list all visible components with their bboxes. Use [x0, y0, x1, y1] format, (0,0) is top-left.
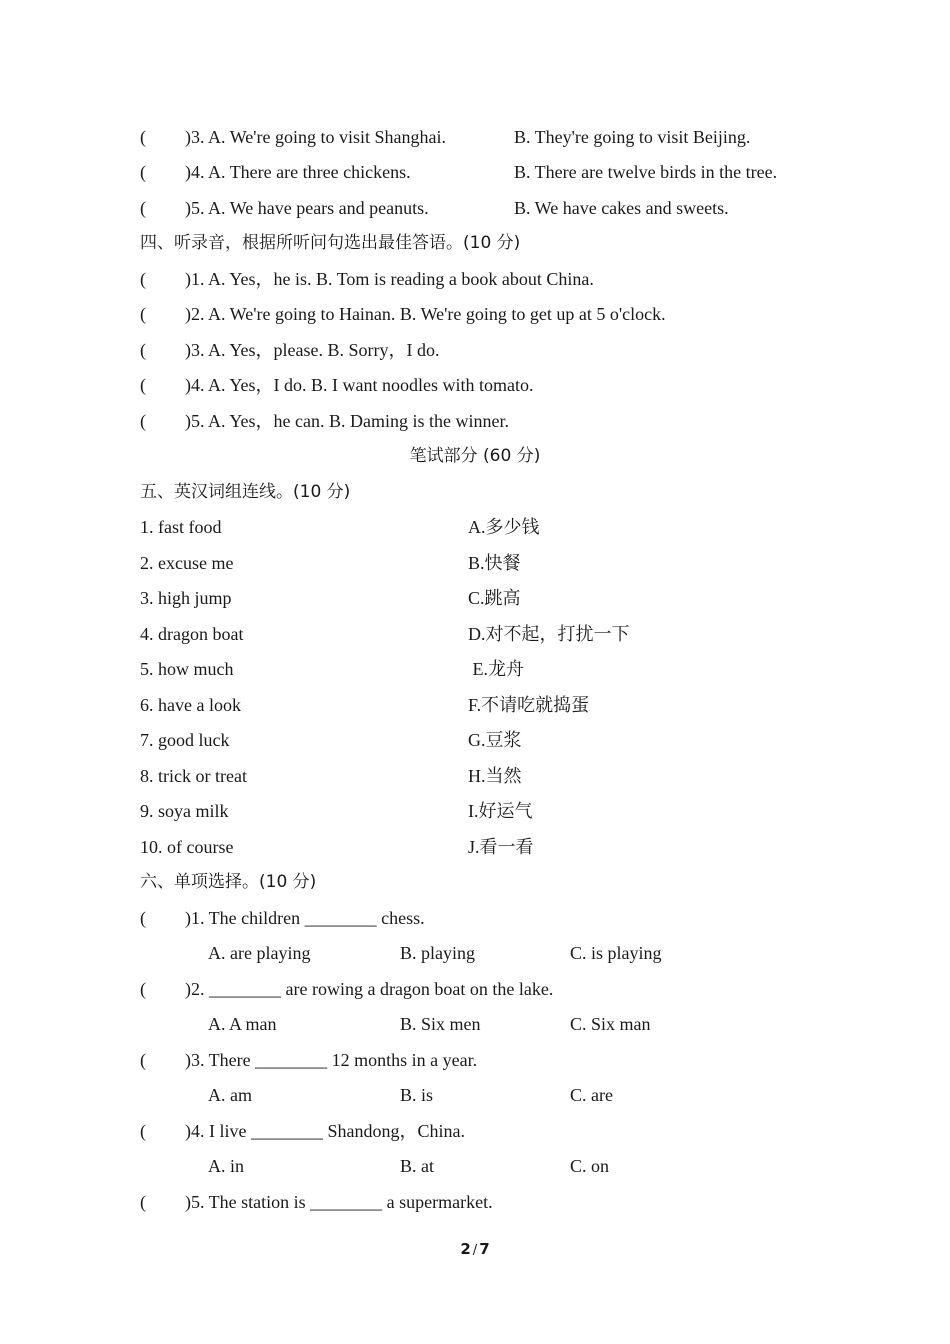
option-c[interactable]: C. are	[570, 1085, 613, 1105]
item-text: )4. A. Yes，I do. B. I want noodles with tomato.	[185, 375, 534, 395]
answer-blank[interactable]: (	[140, 269, 146, 289]
match-right[interactable]: B.快餐	[468, 553, 521, 573]
option-a[interactable]: A. am	[208, 1085, 252, 1105]
option-b: B. They're going to visit Beijing.	[514, 127, 751, 147]
item-text: )1. A. Yes，he is. B. Tom is reading a book about China.	[185, 269, 594, 289]
match-row	[140, 512, 540, 542]
option-b[interactable]: B. Six men	[400, 1014, 481, 1034]
answer-blank[interactable]: (	[140, 908, 146, 928]
match-right[interactable]: J.看一看	[468, 837, 534, 857]
s6-question-3	[140, 1045, 477, 1075]
s6-question-4	[140, 1116, 465, 1146]
option-b[interactable]: B. is	[400, 1085, 434, 1105]
match-right[interactable]: A.多少钱	[468, 517, 540, 537]
page-separator: /	[472, 1243, 478, 1258]
option-a[interactable]: A. in	[208, 1156, 244, 1176]
match-left[interactable]: 7. good luck	[140, 730, 230, 750]
s4-item-1	[140, 264, 594, 294]
item-number: )5.	[185, 198, 205, 218]
s6-question-2	[140, 974, 553, 1004]
match-left[interactable]: 9. soya milk	[140, 801, 229, 821]
match-row	[140, 583, 521, 613]
match-left[interactable]: 2. excuse me	[140, 553, 234, 573]
item-text: )3. A. Yes，please. B. Sorry，I do.	[185, 340, 440, 360]
item-text: )2. A. We're going to Hainan. B. We're going to get up at 5 o'clock.	[185, 304, 666, 324]
item-number: )3.	[185, 127, 205, 147]
match-row	[140, 548, 521, 578]
match-right[interactable]: G.豆浆	[468, 730, 522, 750]
match-row	[140, 832, 534, 862]
question-text: )5. The station is ________ a supermarket.	[185, 1192, 493, 1212]
answer-blank[interactable]: (	[140, 375, 146, 395]
s3-item-5	[140, 193, 729, 223]
item-number: )4.	[185, 162, 205, 182]
answer-blank[interactable]: (	[140, 1050, 146, 1070]
option-b[interactable]: B. at	[400, 1156, 434, 1176]
match-row	[140, 725, 522, 755]
match-left[interactable]: 4. dragon boat	[140, 624, 244, 644]
option-b: B. There are twelve birds in the tree.	[514, 162, 778, 182]
item-text: )5. A. Yes，he can. B. Daming is the winner.	[185, 411, 509, 431]
s6-question-5	[140, 1187, 493, 1217]
option-a[interactable]: A. are playing	[208, 943, 311, 963]
option-a[interactable]: A. A man	[208, 1014, 277, 1034]
option-c[interactable]: C. Six man	[570, 1014, 651, 1034]
match-left[interactable]: 3. high jump	[140, 588, 232, 608]
s3-item-3	[140, 122, 751, 152]
answer-blank[interactable]: (	[140, 304, 146, 324]
match-right[interactable]: I.好运气	[468, 801, 533, 821]
match-left[interactable]: 1. fast food	[140, 517, 222, 537]
answer-blank[interactable]: (	[140, 340, 146, 360]
match-left[interactable]: 5. how much	[140, 659, 234, 679]
answer-blank[interactable]: (	[140, 127, 146, 147]
option-c[interactable]: C. is playing	[570, 943, 662, 963]
s4-item-5	[140, 406, 509, 436]
match-right[interactable]: D.对不起，打扰一下	[468, 624, 630, 644]
match-row	[140, 796, 533, 826]
question-text: )2. ________ are rowing a dragon boat on the lake.	[185, 979, 554, 999]
match-row	[140, 761, 522, 791]
option-b: B. We have cakes and sweets.	[514, 198, 729, 218]
option-a: A. We're going to visit Shanghai.	[208, 127, 446, 147]
section6-title: 六、单项选择。(10 分)	[140, 872, 317, 892]
s4-item-3	[140, 335, 440, 365]
option-c[interactable]: C. on	[570, 1156, 610, 1176]
question-text: )3. There ________ 12 months in a year.	[185, 1050, 478, 1070]
answer-blank[interactable]: (	[140, 411, 146, 431]
answer-blank[interactable]: (	[140, 1192, 146, 1212]
option-b[interactable]: B. playing	[400, 943, 475, 963]
option-a: A. There are three chickens.	[208, 162, 411, 182]
match-right[interactable]: C.跳高	[468, 588, 521, 608]
written-part-title: 笔试部分 (60 分)	[409, 446, 541, 466]
match-right[interactable]: F.不请吃就捣蛋	[468, 695, 590, 715]
question-text: )4. I live ________ Shandong，China.	[185, 1121, 465, 1141]
match-row	[140, 690, 590, 720]
option-a: A. We have pears and peanuts.	[208, 198, 429, 218]
s4-item-2	[140, 299, 666, 329]
s6-question-1	[140, 903, 425, 933]
match-row	[140, 619, 630, 649]
match-row	[140, 654, 524, 684]
page-number	[0, 1240, 950, 1258]
s4-item-4	[140, 370, 534, 400]
answer-blank[interactable]: (	[140, 198, 146, 218]
answer-blank[interactable]: (	[140, 979, 146, 999]
match-right[interactable]: H.当然	[468, 766, 522, 786]
answer-blank[interactable]: (	[140, 1121, 146, 1141]
match-left[interactable]: 10. of course	[140, 837, 234, 857]
answer-blank[interactable]: (	[140, 162, 146, 182]
section4-title: 四、听录音，根据所听问句选出最佳答语。(10 分)	[140, 233, 521, 253]
match-left[interactable]: 8. trick or treat	[140, 766, 247, 786]
s3-item-4	[140, 157, 778, 187]
match-right[interactable]: E.龙舟	[468, 659, 524, 679]
question-text: )1. The children ________ chess.	[185, 908, 425, 928]
section5-title: 五、英汉词组连线。(10 分)	[140, 482, 351, 502]
match-left[interactable]: 6. have a look	[140, 695, 241, 715]
page-current: 2	[460, 1240, 471, 1258]
page-total: 7	[479, 1240, 490, 1258]
